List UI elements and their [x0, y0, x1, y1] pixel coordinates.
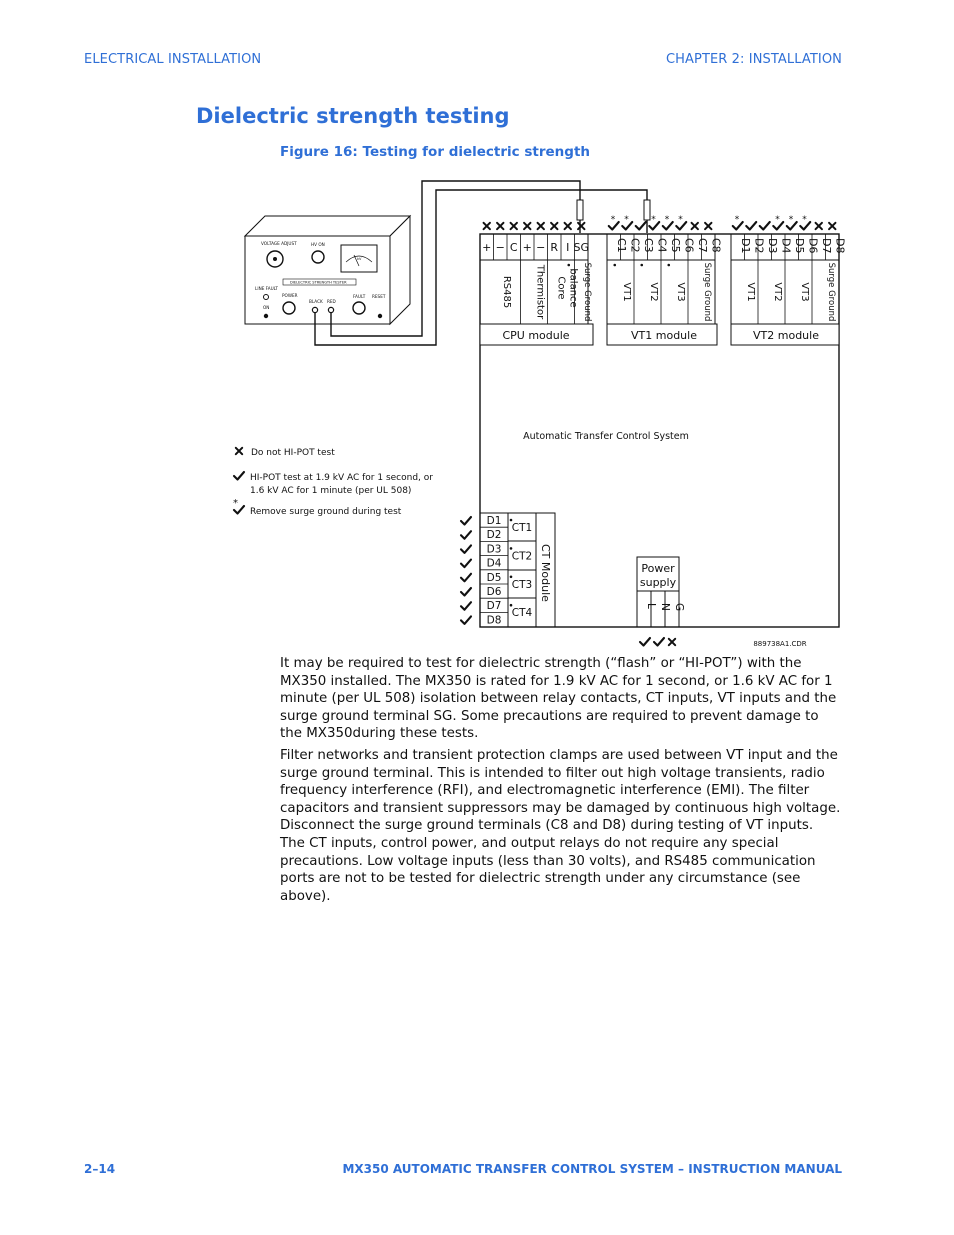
cpu-group-label: RS485: [500, 275, 512, 309]
ct-terminal-D5: D5: [486, 571, 502, 584]
legend-hipot-line-2: 1.6 kV AC for 1 minute (per UL 508): [250, 486, 412, 496]
cpu-terminal-3: C: [509, 241, 518, 254]
power-supply-markers: [640, 638, 675, 646]
terminal-test-markers: [484, 215, 836, 230]
red-label: RED: [327, 299, 336, 304]
vt2-module-label: VT2 module: [753, 329, 819, 342]
cpu-group-label: Core: [555, 276, 567, 300]
page-number: 2–14: [84, 1162, 116, 1176]
ct-terminal-D2: D2: [486, 529, 502, 542]
cpu-group-label: balance: [567, 268, 579, 308]
vt1-terminal-C2: C2: [628, 238, 642, 253]
svg-text:*: *: [678, 215, 683, 225]
ct-terminal-D8: D8: [486, 614, 502, 627]
vt2-terminal-D2: D2: [752, 238, 766, 254]
header-section-title: ELECTRICAL INSTALLATION: [84, 52, 262, 67]
power-switch: [283, 302, 295, 314]
cpu-terminal-7: I: [566, 241, 570, 254]
vt1-terminal-C3: C3: [641, 238, 655, 253]
on-label: ON: [263, 305, 270, 310]
cpu-group-label: Thermistor: [534, 264, 546, 320]
power-supply-label-2: supply: [639, 576, 677, 589]
legend-hipot-line-1: HI-POT test at 1.9 kV AC for 1 second, or: [250, 473, 433, 483]
red-probe: [577, 200, 583, 220]
power-supply-label-1: Power: [641, 562, 675, 575]
vt2-group-label: VT3: [799, 282, 810, 302]
dielectric-tester: [245, 216, 410, 324]
footer-manual-title: MX350 AUTOMATIC TRANSFER CONTROL SYSTEM – INSTRUCTION MANUAL: [342, 1162, 842, 1176]
vt2-terminal-D3: D3: [765, 238, 779, 254]
svg-text:*: *: [610, 215, 616, 225]
ct-channel-CT2: CT2: [511, 550, 533, 563]
vt2-terminal-D8: D8: [833, 238, 847, 254]
power-terminal-G: G: [673, 603, 685, 612]
svg-text:*: *: [624, 215, 629, 225]
vt2-terminal-D6: D6: [806, 238, 820, 254]
red-terminal: [328, 307, 333, 312]
ct-terminals: [461, 515, 533, 626]
fault-indicator: [353, 302, 365, 314]
cpu-block: [480, 234, 592, 324]
ct-terminal-D7: D7: [486, 600, 502, 613]
cpu-terminal-1: +: [482, 241, 492, 254]
vt1-module-label: VT1 module: [631, 329, 697, 342]
black-label: BLACK: [309, 299, 323, 304]
voltage-adjust-label: VOLTAGE ADJUST: [261, 241, 297, 246]
vt2-terminal-D1: D1: [738, 238, 752, 254]
vt1-terminal-C7: C7: [695, 238, 709, 253]
svg-text:*: *: [775, 215, 780, 225]
vt2-terminal-D5: D5: [792, 238, 806, 254]
vt1-group-label: VT1: [621, 282, 632, 302]
tester-name-label: DIELECTRIC STRENGTH TESTER: [290, 280, 347, 285]
cpu-group-label: Surge Ground: [581, 262, 592, 322]
body-text: [280, 655, 842, 909]
vt2-terminal-D7: D7: [819, 238, 833, 254]
legend-do-not-test: Do not HI-POT test: [251, 448, 335, 458]
vt1-terminal-C4: C4: [655, 238, 669, 253]
svg-text:*: *: [788, 215, 794, 225]
fault-label: FAULT: [353, 294, 366, 299]
line-fault-label: LINE FAULT: [255, 286, 278, 291]
cpu-terminal-6: R: [550, 241, 559, 254]
legend: [233, 448, 433, 517]
reset-label: RESET: [372, 294, 386, 299]
vt1-terminal-C5: C5: [668, 238, 682, 253]
ct-channel-CT3: CT3: [511, 578, 533, 591]
ct-terminal-D6: D6: [486, 586, 502, 598]
hv-on-button: [312, 251, 324, 263]
power-terminal-L: L: [645, 603, 657, 609]
hipot-test-icon: [234, 472, 244, 480]
cpu-terminal-5: −: [536, 241, 546, 254]
vt2-terminal-D4: D4: [779, 238, 793, 254]
svg-text:*: *: [233, 498, 238, 509]
paragraph-2: Filter networks and transient protection clamps are used between VT input and the surge ground terminal. This is intended to filter out high voltage transients, radio frequency interference (RFI), and electromagnetic interference (EMI). The filter capacitors and transient suppressors may be damaged by continuous high voltage. Disconnect the surge ground terminals (C8 and D8) during testing of VT inputs. The CT inputs, control power, and output relays do not require any special precautions. Low voltage inputs (less than 30 volts), and RS485 communication ports are not to be tested for dielectric strength under any circumstance (see above).: [280, 747, 841, 904]
svg-text:*: *: [664, 215, 670, 225]
ct-terminal-D4: D4: [486, 557, 502, 570]
vt1-terminal-C6: C6: [682, 238, 696, 253]
vt1-block: [607, 234, 722, 324]
vt1-terminal-C8: C8: [709, 238, 723, 253]
vt1-group-label: Surge Ground: [702, 262, 712, 322]
vt2-group-label: VT2: [772, 282, 783, 302]
figure-caption: Figure 16: Testing for dielectric strength: [280, 144, 591, 160]
ct-channel-CT1: CT1: [511, 522, 533, 534]
page-title: Dielectric strength testing: [196, 104, 510, 128]
svg-text:*: *: [734, 215, 740, 225]
system-label: Automatic Transfer Control System: [523, 431, 689, 442]
black-probe: [644, 200, 650, 220]
ct-terminal-D1: D1: [486, 515, 502, 527]
dielectric-test-diagram: [220, 170, 860, 660]
ct-module-label: CT Module: [539, 544, 552, 602]
black-terminal: [312, 307, 317, 312]
svg-text:*: *: [802, 215, 807, 225]
cpu-terminal-2: −: [495, 241, 505, 254]
ct-channel-CT4: CT4: [511, 607, 533, 620]
ct-terminal-D3: D3: [486, 543, 502, 556]
header-chapter-title: CHAPTER 2: INSTALLATION: [665, 52, 842, 67]
hv-on-label: HV ON: [311, 242, 325, 247]
vt2-block: [731, 234, 846, 324]
vt1-group-label: VT2: [648, 282, 659, 302]
cpu-terminal-8: SG: [573, 241, 590, 254]
vt1-group-label: VT3: [675, 282, 686, 302]
cpu-module-label: CPU module: [502, 329, 570, 342]
power-label: POWER: [282, 293, 298, 298]
drawing-id: 889738A1.CDR: [753, 640, 807, 648]
terminal-blocks: [480, 234, 846, 324]
cpu-terminal-4: +: [522, 241, 532, 254]
meter-unit-label: kV: [357, 257, 362, 261]
paragraph-1: It may be required to test for dielectric strength (“flash” or “HI-POT”) with the MX350 installed. The MX350 is rated for 1.9 kV AC for 1 second, or 1.6 kV AC for 1 minute (per UL 508) isolation between relay contacts, CT inputs, VT inputs and the surge ground terminal SG. Some precautions are required to prevent damage to the MX350during these tests.: [280, 656, 837, 742]
vt2-group-label: Surge Ground: [826, 262, 836, 322]
legend-remove-surge-ground: Remove surge ground during test: [250, 507, 402, 517]
power-terminal-N: N: [659, 603, 671, 611]
svg-text:*: *: [651, 215, 656, 225]
vt2-group-label: VT1: [745, 282, 756, 302]
vt1-terminal-C1: C1: [614, 238, 628, 253]
do-not-test-icon: [236, 448, 242, 454]
